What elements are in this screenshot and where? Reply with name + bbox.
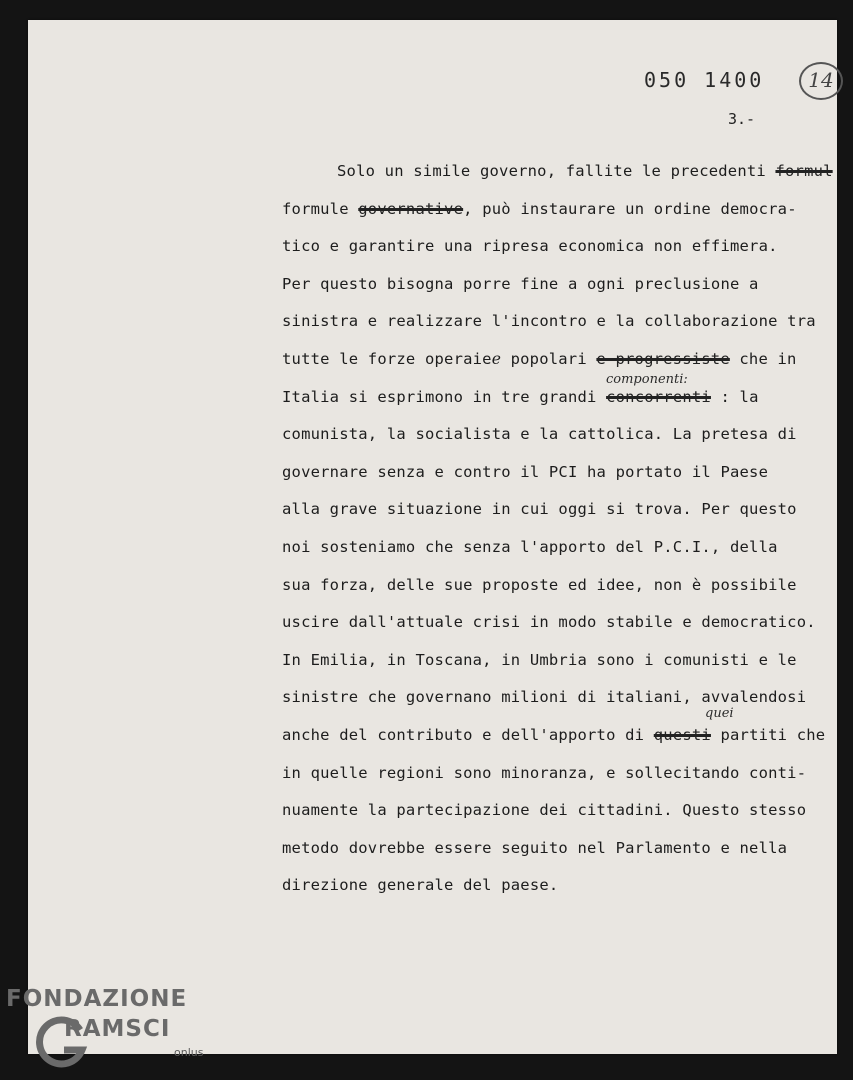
text-run: noi sosteniamo che senza l'apporto del P.C.I., della: [282, 538, 778, 556]
text-run: sinistre che governano milioni di italiani, avvalendosi: [282, 688, 807, 707]
text-line: [282, 425, 797, 443]
text-line: [282, 463, 768, 481]
folio-number: 14: [799, 62, 843, 100]
text-run: : la: [710, 387, 759, 406]
text-run: partiti che: [710, 726, 826, 744]
text-run: governare senza e contro il PCI ha portato il Paese: [282, 462, 769, 481]
logo-text: RAMSCI: [64, 1016, 171, 1042]
text-line: [282, 876, 558, 894]
text-run: , può instaurare un ordine democra-: [463, 199, 797, 218]
text-line: [282, 576, 797, 594]
handwritten-insertion: componenti:: [606, 372, 688, 387]
text-line: [282, 651, 797, 669]
text-run: In Emilia, in Toscana, in Umbria sono i comunisti e le: [282, 650, 797, 669]
text-line: [282, 726, 825, 744]
text-run: metodo dovrebbe essere seguito nel Parlamento e nella: [282, 838, 788, 857]
text-run: tutte le forze operaie: [282, 350, 492, 368]
struck-text: concorrenti: [606, 387, 711, 406]
struck-text: questi: [653, 726, 711, 744]
text-run: sinistra e realizzare l'incontro e la collaborazione tra: [282, 312, 816, 331]
text-run: Per questo bisogna porre fine a ogni preclusione a: [282, 274, 759, 293]
text-run: popolari: [501, 350, 597, 368]
text-run: Italia si esprimono in tre grandi: [282, 387, 607, 406]
text-run: in quelle regioni sono minoranza, e sollecitando conti-: [282, 763, 807, 782]
text-run: formule: [282, 199, 359, 218]
text-line: [282, 764, 806, 782]
archive-number: 050 1400: [644, 68, 765, 92]
text-line: [282, 538, 778, 556]
text-run: comunista, la socialista e la cattolica. La pretesa di: [282, 425, 797, 444]
logo-text: FONDAZIONE: [6, 986, 188, 1012]
fondazione-gramsci-logo: [6, 986, 216, 1076]
text-line: [282, 839, 787, 857]
text-run: che in: [729, 350, 797, 368]
struck-text: formul: [775, 162, 833, 180]
struck-text: e progressiste: [596, 350, 730, 368]
handwritten-insertion: quei: [705, 706, 734, 721]
page-number: 3.-: [728, 110, 756, 128]
text-run: nuamente la partecipazione dei cittadini. Questo stesso: [282, 801, 807, 820]
handwritten-mark: e: [491, 350, 502, 368]
text-run: anche del contributo e dell'apporto di: [282, 726, 654, 744]
text-run: uscire dall'attuale crisi in modo stabile e democratico.: [282, 613, 816, 632]
document-page: [28, 20, 837, 1054]
logo-suffix: onlus: [174, 1046, 204, 1059]
text-run: direzione generale del paese.: [282, 876, 559, 895]
text-line: [282, 801, 806, 819]
text-line: [282, 500, 797, 518]
text-run: sua forza, delle sue proposte ed idee, non è possibile: [282, 575, 797, 594]
text-line: [282, 613, 816, 631]
text-line: [282, 275, 759, 293]
text-line: [282, 350, 797, 368]
text-line: [282, 388, 759, 406]
text-line: [282, 237, 778, 255]
text-run: tico e garantire una ripresa economica non effimera.: [282, 237, 778, 256]
struck-text: governative: [358, 199, 464, 218]
text-line: [282, 312, 816, 330]
text-line: [282, 200, 797, 218]
text-line: [337, 162, 833, 180]
text-line: [282, 688, 806, 706]
text-run: Solo un simile governo, fallite le precedenti: [337, 162, 776, 180]
text-run: alla grave situazione in cui oggi si trova. Per questo: [282, 500, 797, 519]
